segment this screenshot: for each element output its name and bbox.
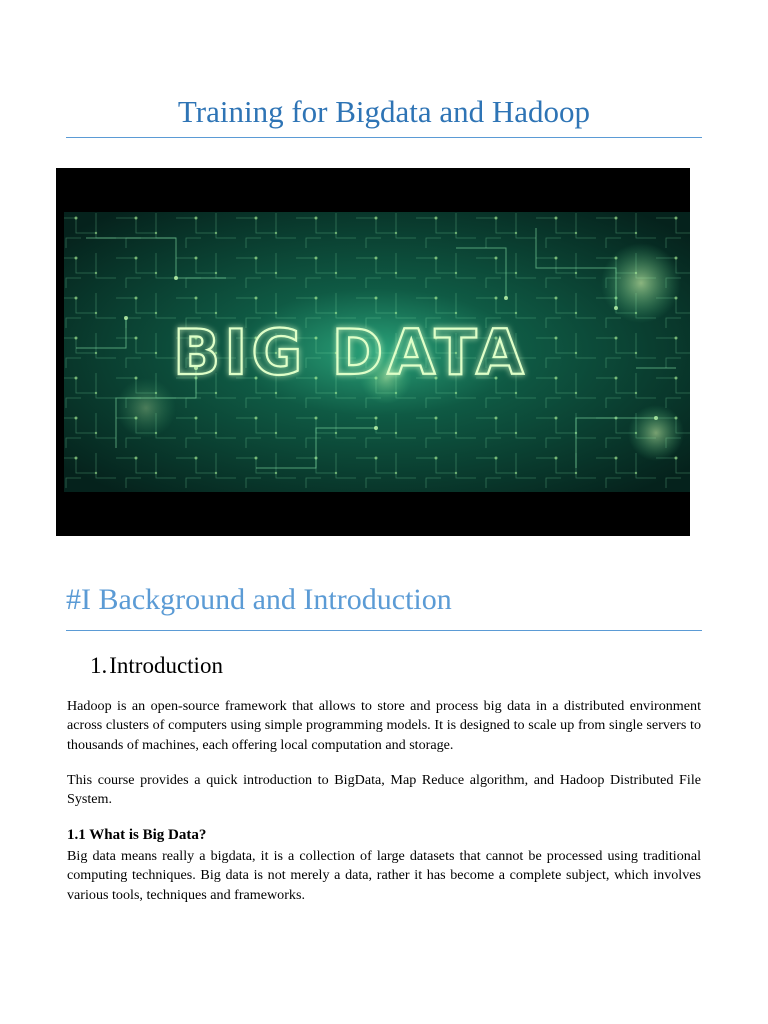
document-title: Training for Bigdata and Hadoop: [177, 94, 591, 129]
big-data-hero-image: [56, 168, 690, 536]
subsection-number: 1.: [90, 653, 108, 678]
big-data-illustration: [56, 168, 690, 536]
subsection-heading: [90, 650, 223, 682]
intro-paragraph-2: This course provides a quick introduction to BigData, Map Reduce algorithm, and Hadoop Distributed File System.: [67, 772, 701, 808]
what-is-big-data-paragraph: Big data means really a bigdata, it is a collection of large datasets that cannot be processed using traditional computing techniques. Big data is not merely a data, rather it has become a complete subject, which involves various tools, techniques and frameworks.: [67, 848, 701, 903]
what-is-big-data-heading: 1.1 What is Big Data?: [67, 827, 207, 843]
subsection-title: Introduction: [109, 653, 223, 678]
section-heading: #I Background and Introduction: [66, 583, 452, 616]
section-divider: [66, 630, 702, 631]
big-data-caption: BIG DATA: [173, 316, 528, 389]
title-divider: [66, 137, 702, 138]
intro-paragraph-1: Hadoop is an open-source framework that allows to store and process big data in a distributed environment across clusters of computers using simple programming models. It is designed to scale up from single servers to thousands of machines, each offering local computation and storage.: [67, 698, 701, 753]
